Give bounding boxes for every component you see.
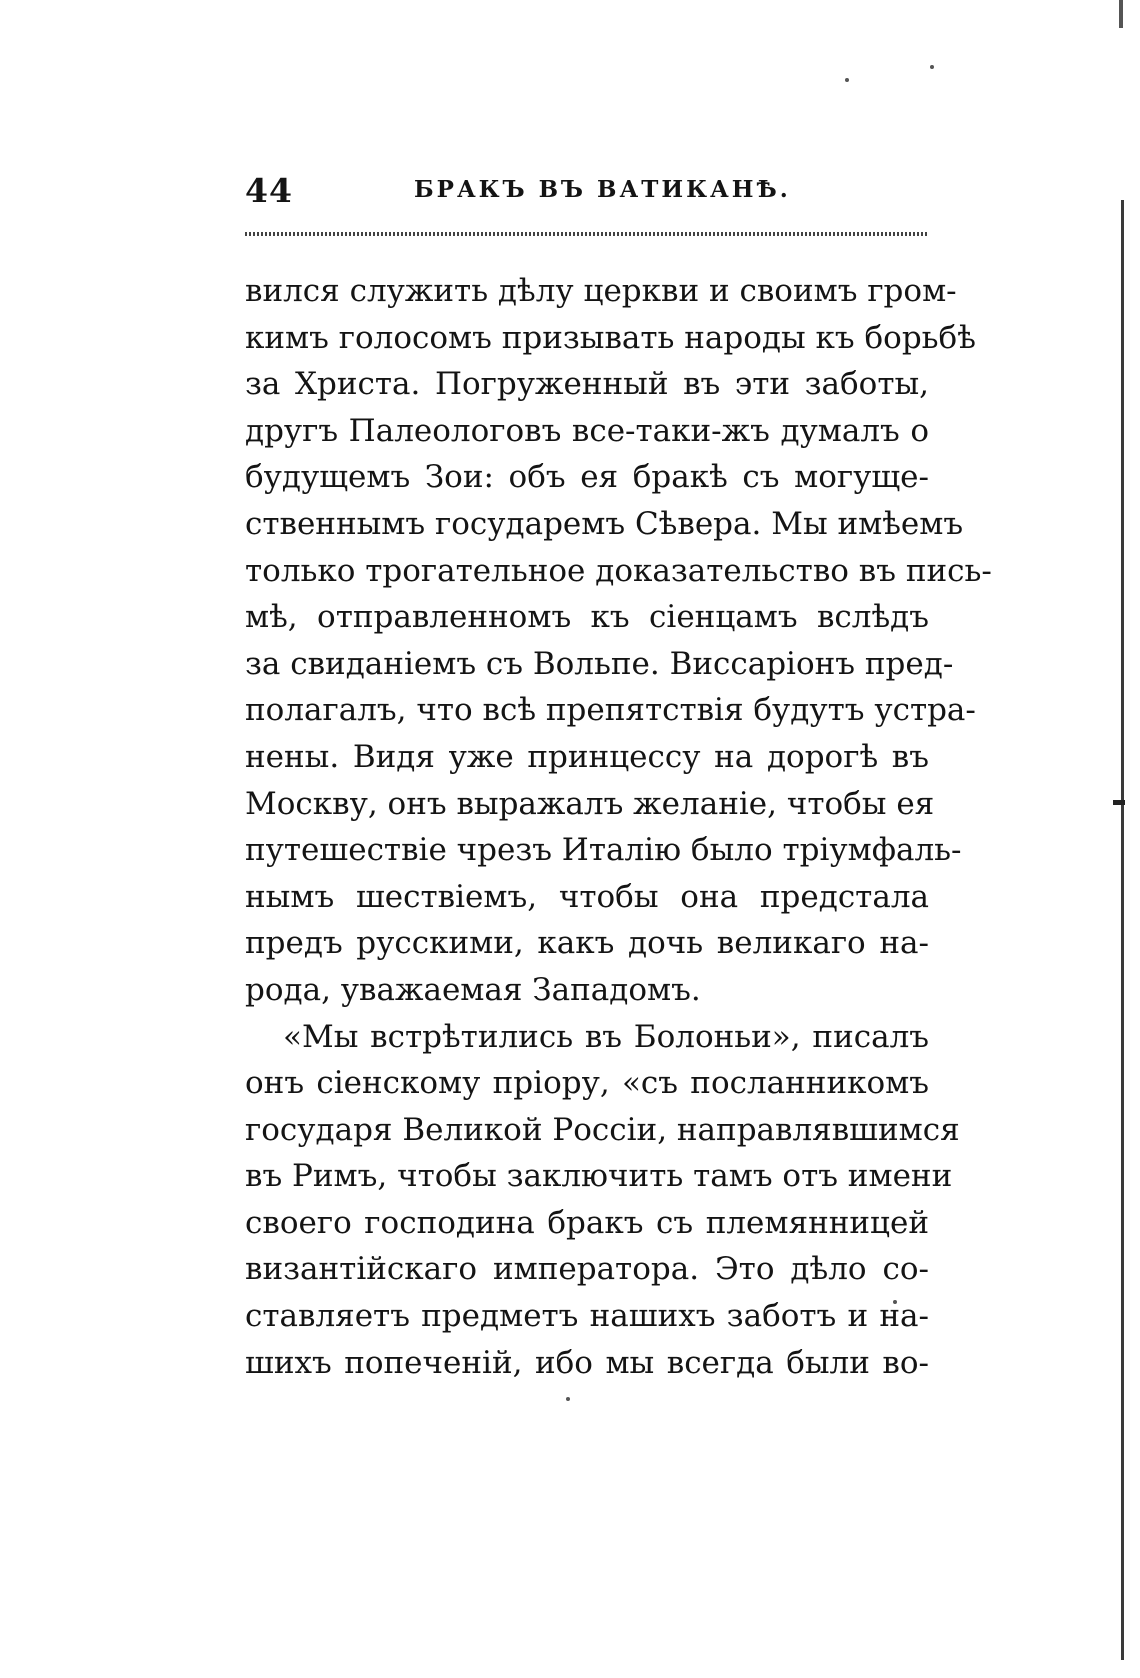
text-line: ственнымъ государемъ Сѣвера. Мы имѣемъ [245, 505, 964, 542]
text-line: нены. Видя уже принцессу на дорогѣ въ [245, 738, 929, 775]
text-line: будущемъ Зои: объ ея бракѣ съ могуще- [245, 459, 929, 496]
text-line: другъ Палеологовъ все-таки-жъ думалъ о [245, 412, 929, 449]
text-line: мѣ, отправленномъ къ сіенцамъ вслѣдъ [245, 599, 929, 636]
body-text [245, 268, 992, 1386]
text-line: Москву, онъ выражалъ желаніе, чтобы ея [245, 785, 935, 822]
text-line: шихъ попеченій, ибо мы всегда были во- [245, 1344, 929, 1381]
text-line: кимъ голосомъ призывать народы къ борьбѣ [245, 319, 976, 356]
text-line: государя Великой Россіи, направлявшимся [245, 1111, 960, 1148]
text-line: ставляетъ предметъ нашихъ заботъ и на- [245, 1298, 929, 1335]
text-line: своего господина бракъ съ племянницей [245, 1204, 929, 1241]
text-line: вился служить дѣлу церкви и своимъ гром- [245, 273, 957, 309]
text-line: за Христа. Погруженный въ эти заботы, [245, 366, 929, 403]
scan-speck [845, 78, 849, 82]
text-line: за свиданіемъ съ Вольпе. Виссаріонъ пред- [245, 645, 954, 682]
page-header [245, 171, 945, 216]
text-line: путешествіе чрезъ Италію было тріумфаль- [245, 832, 962, 869]
page-number: 44 [245, 171, 293, 210]
scan-edge-tick [1113, 800, 1125, 805]
text-line: предъ русскими, какъ дочь великаго на- [245, 925, 929, 962]
text-line: нымъ шествіемъ, чтобы она предстала [245, 878, 929, 915]
scan-page-edge-line [1121, 200, 1124, 1660]
paragraph-last-line: рода, уважаемая Западомъ. [245, 971, 701, 1008]
scan-speck [930, 65, 934, 69]
scan-edge-top-mark [1119, 0, 1123, 28]
text-line: только трогательное доказательство въ пись- [245, 552, 992, 589]
text-line: полагалъ, что всѣ препятствія будутъ устра- [245, 692, 976, 729]
scan-speck [566, 1397, 570, 1401]
paragraph-first-line: «Мы встрѣтились въ Болоньи», писалъ [283, 1018, 929, 1055]
running-title: БРАКЪ ВЪ ВАТИКАНѢ. [414, 176, 791, 203]
header-rule-divider [245, 232, 929, 236]
text-line: въ Римъ, чтобы заключить тамъ отъ имени [245, 1158, 953, 1195]
text-line: византійскаго императора. Это дѣло со- [245, 1251, 929, 1288]
text-line: онъ сіенскому пріору, «съ посланникомъ [245, 1065, 929, 1102]
